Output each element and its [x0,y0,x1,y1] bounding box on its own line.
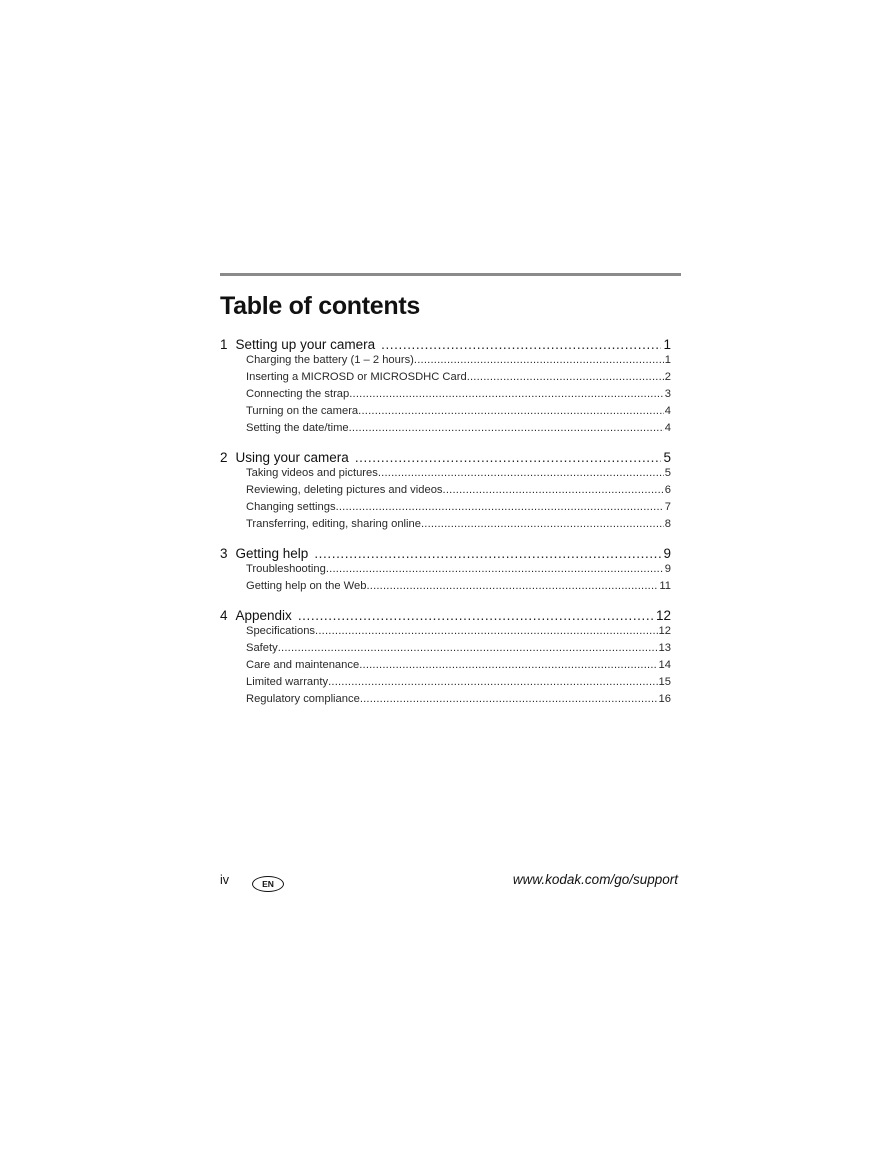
section-title: Safety [246,642,278,654]
chapter-title: Getting help [235,546,309,561]
section-page: 14 [658,659,671,671]
dot-leader [355,450,662,465]
dot-leader [326,563,664,575]
section-title: Inserting a MICROSD or MICROSDHC Card [246,371,467,383]
section-page: 11 [659,580,671,592]
section-title: Specifications [246,625,316,637]
dot-leader [298,608,654,623]
section-entry[interactable] [220,642,671,659]
section-entry[interactable] [220,388,671,405]
chapter-page: 1 [663,337,671,352]
dot-leader [414,354,664,366]
section-page: 16 [658,693,671,705]
footer-page-number: iv [220,873,230,887]
chapter-number: 2 [220,450,228,465]
chapter-page: 9 [663,546,671,561]
chapter-1 [220,337,671,439]
dot-leader [328,676,657,688]
dot-leader [366,580,658,592]
section-entry[interactable] [220,354,671,371]
section-title: Changing settings [246,501,336,513]
section-entry[interactable] [220,659,671,676]
section-page: 15 [658,676,671,688]
chapter-heading[interactable] [220,608,671,625]
section-page: 3 [664,388,671,400]
section-entry[interactable] [220,484,671,501]
section-title: Setting the date/time [246,422,349,434]
section-page: 12 [658,625,671,637]
title-rule [220,273,681,276]
chapter-4 [220,608,671,710]
section-entry[interactable] [220,693,671,710]
chapter-title: Appendix [235,608,292,623]
section-entry[interactable] [220,625,671,642]
chapter-title: Setting up your camera [235,337,376,352]
section-entry[interactable] [220,518,671,535]
section-page: 13 [658,642,671,654]
dot-leader [278,642,658,654]
section-page: 2 [664,371,671,383]
chapter-3 [220,546,671,597]
section-title: Transferring, editing, sharing online [246,518,421,530]
chapter-number: 1 [220,337,228,352]
section-title: Connecting the strap [246,388,350,400]
section-page: 4 [664,422,671,434]
dot-leader [336,501,664,513]
section-entry[interactable] [220,501,671,518]
chapter-page: 12 [655,608,671,623]
section-entry[interactable] [220,676,671,693]
dot-leader [421,518,664,530]
dot-leader [314,546,661,561]
section-entry[interactable] [220,371,671,388]
dot-leader [381,337,661,352]
section-title: Limited warranty [246,676,329,688]
section-page: 9 [664,563,671,575]
dot-leader [358,405,664,417]
section-entry[interactable] [220,467,671,484]
section-page: 5 [664,467,671,479]
chapter-heading[interactable] [220,337,671,354]
chapter-number: 3 [220,546,228,561]
chapter-heading[interactable] [220,450,671,467]
chapter-heading[interactable] [220,546,671,563]
section-page: 8 [664,518,671,530]
section-title: Care and maintenance [246,659,360,671]
support-url[interactable]: www.kodak.com/go/support [512,872,678,887]
dot-leader [349,388,664,400]
dot-leader [349,422,664,434]
dot-leader [360,693,658,705]
chapter-2 [220,450,671,535]
section-entry[interactable] [220,405,671,422]
section-title: Troubleshooting [246,563,326,575]
section-title: Regulatory compliance [246,693,360,705]
section-entry[interactable] [220,422,671,439]
dot-leader [315,625,658,637]
section-entry[interactable] [220,580,671,597]
section-title: Turning on the camera [246,405,359,417]
chapter-number: 4 [220,608,228,623]
page-title: Table of contents [220,292,421,320]
section-entry[interactable] [220,563,671,580]
table-of-contents [220,337,671,721]
dot-leader [359,659,657,671]
section-page: 7 [664,501,671,513]
section-page: 1 [664,354,671,366]
dot-leader [443,484,664,496]
dot-leader [378,467,664,479]
section-title: Charging the battery (1 – 2 hours) [246,354,414,366]
chapter-page: 5 [663,450,671,465]
dot-leader [467,371,664,383]
section-title: Getting help on the Web [246,580,367,592]
section-title: Reviewing, deleting pictures and videos [246,484,443,496]
section-page: 6 [664,484,671,496]
language-badge: EN [252,876,284,892]
section-page: 4 [664,405,671,417]
section-title: Taking videos and pictures [246,467,378,479]
chapter-title: Using your camera [235,450,349,465]
